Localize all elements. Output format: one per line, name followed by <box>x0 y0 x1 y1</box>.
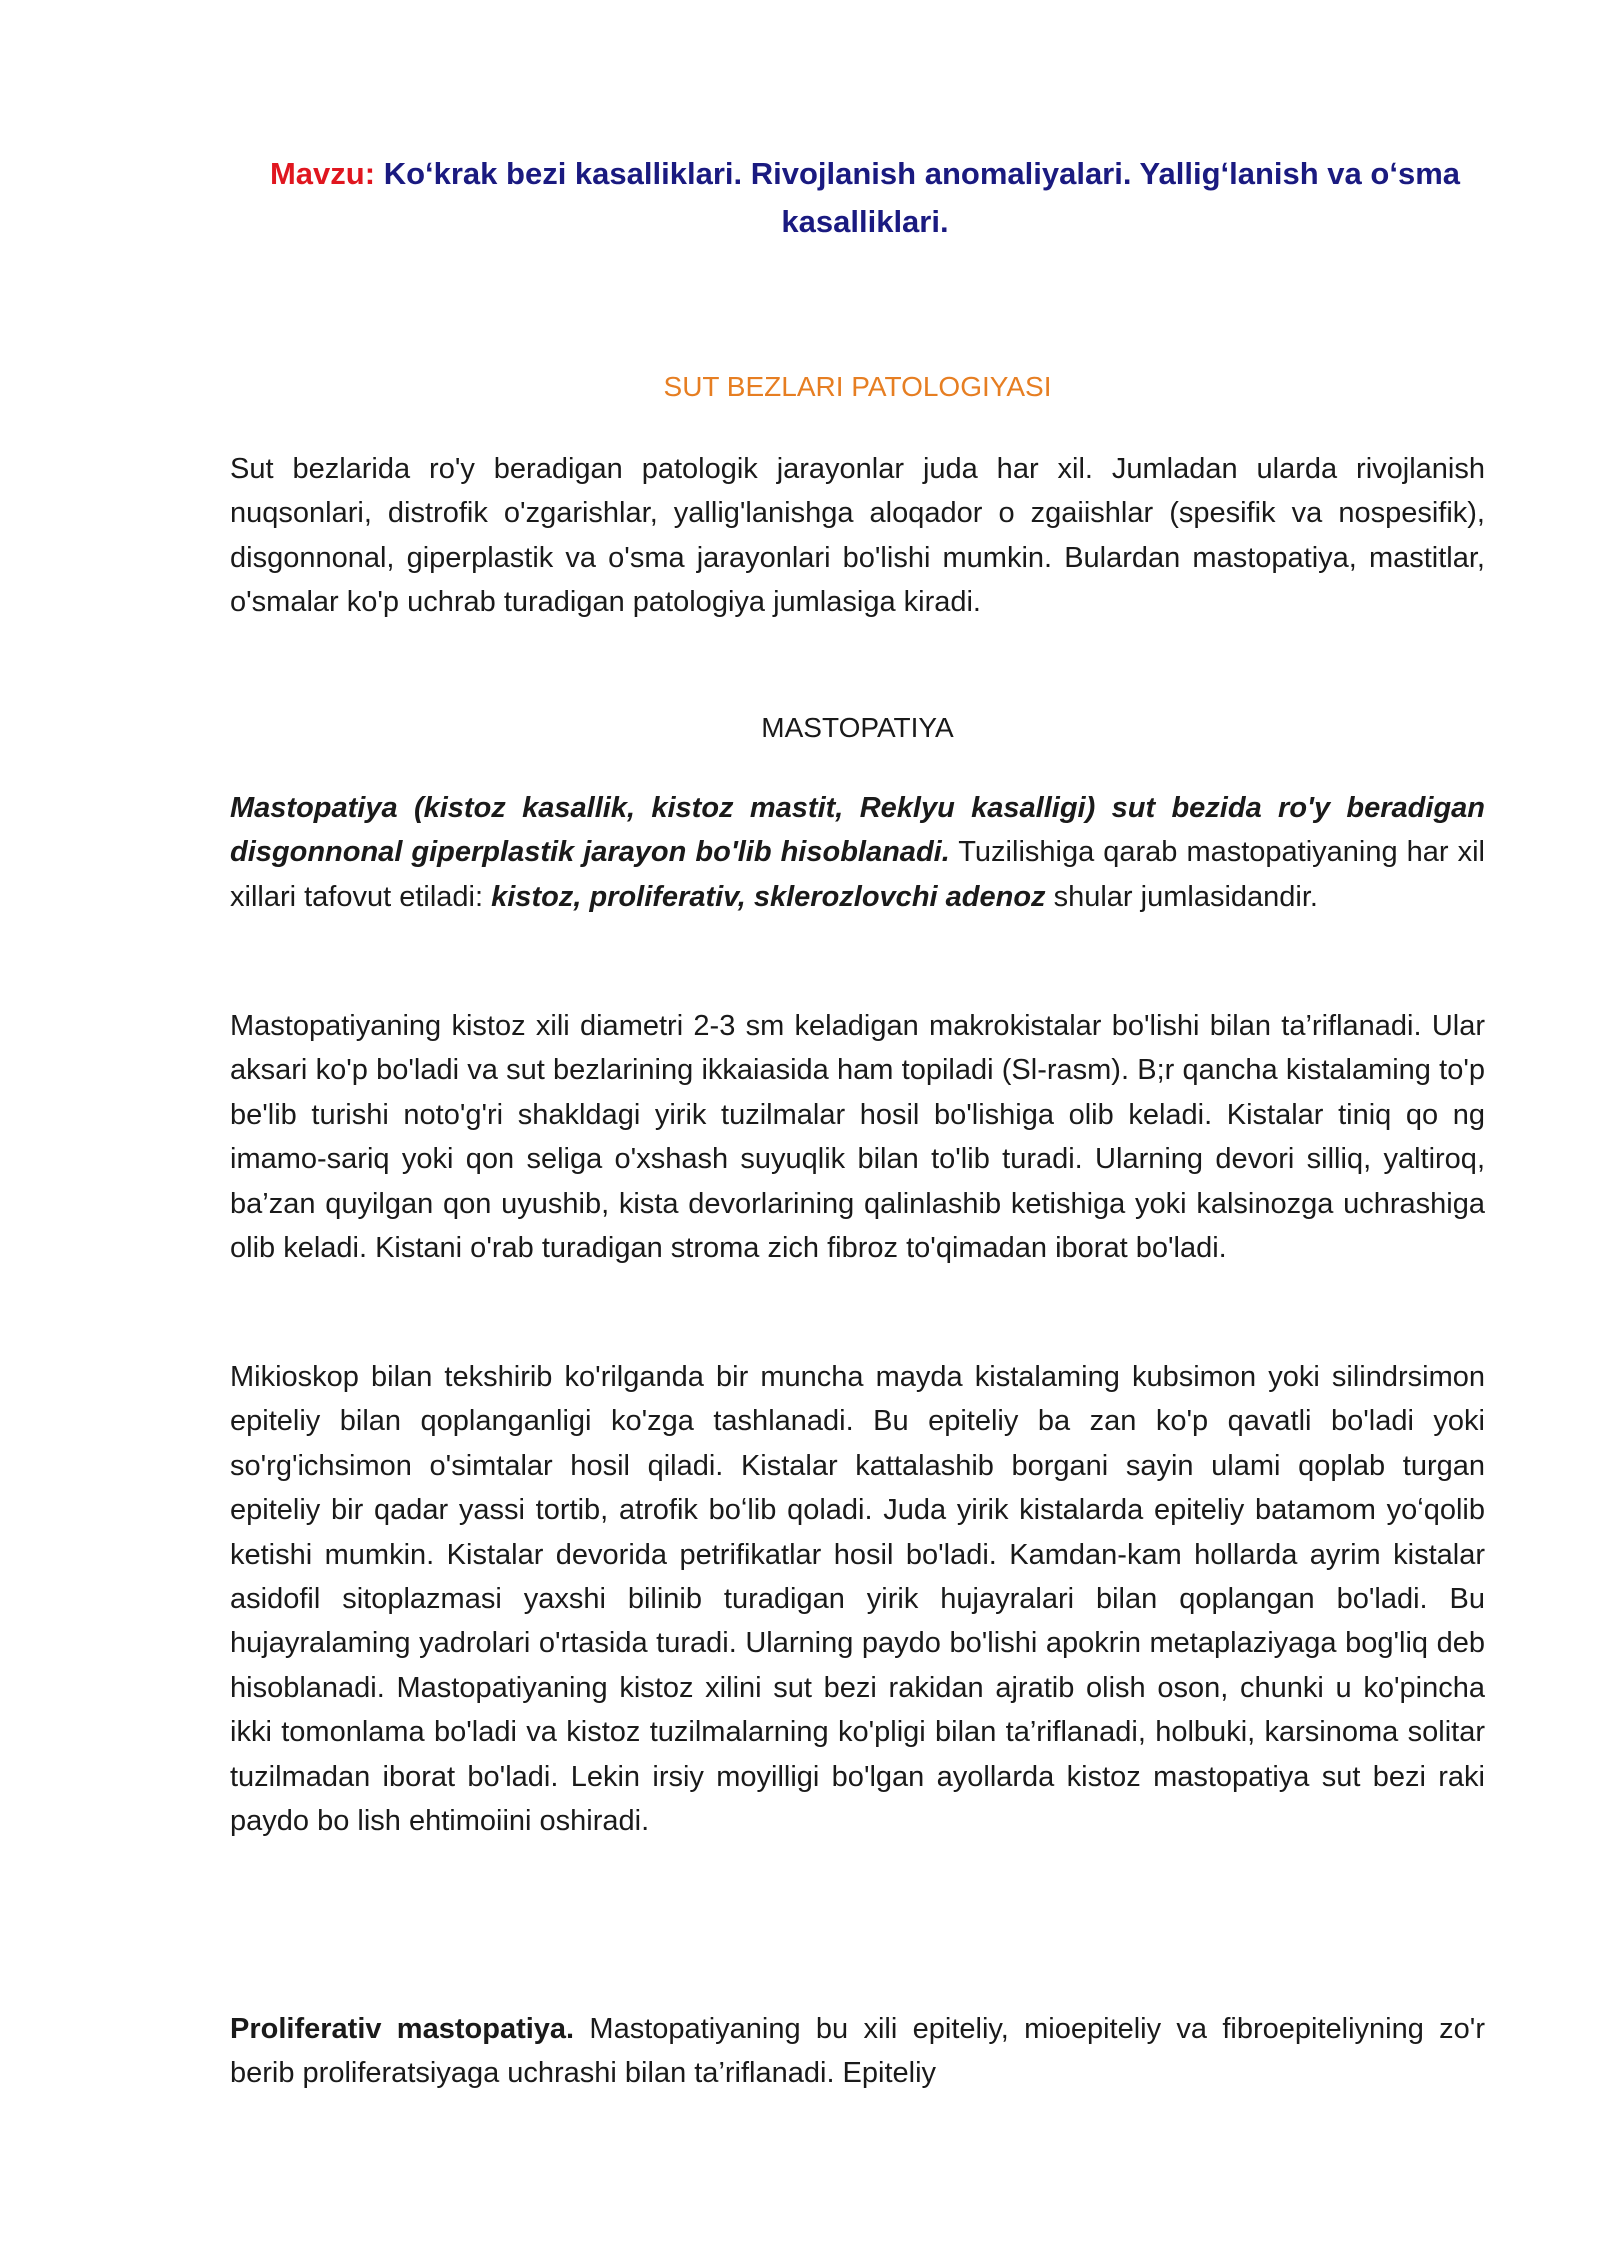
title-label: Mavzu: <box>269 156 376 191</box>
proliferative-lead: Proliferativ mastopatiya. <box>230 2013 575 2045</box>
intro-paragraph: Sut bezlarida ro'y beradigan patologik jarayonlar juda har xil. Jumladan ularda rivojlanish nuqsonlari, distrofik o'zgarishlar, yallig'lanishga aloqador o zgaiishlar (spesifik va nospesifik), disgonnonal, giperplastik va o'sma jarayonlari bo'lishi mumkin. Bulardan mastopatiya, mastitlar, o'smalar ko'p uchrab turadigan patologiya jumlasiga kiradi. <box>230 453 1485 619</box>
term-proliferativ: proliferativ <box>589 880 738 913</box>
section-heading: SUT BEZLARI PATOLOGIYASI <box>663 371 1052 402</box>
proliferative-paragraph <box>230 2007 1485 2096</box>
title-text: Koʻkrak bezi kasalliklari. Rivojlanish anomaliyalari. Yalligʻlanish va oʻsma kasalliklari. <box>383 156 1460 239</box>
term-separator-1: , <box>573 880 590 913</box>
page-title <box>240 150 1490 246</box>
definition-text-1: Tuzilishiga qarab mastopatiyaning har xil xillari tafovut etiladi: <box>230 836 1486 913</box>
microscopy-paragraph: Mikioskop bilan tekshirib ko'rilganda bir muncha mayda kistalaming kubsimon yoki silindrsimon epiteliy bilan qoplanganligi ko'zga tashlanadi. Bu epiteliy ba zan ko'p qavatli bo'ladi yoki so'rg'ichsimon o'simtalar hosil qiladi. Kistalar kattalashib borgani sayin ulami qoplab turgan epiteliy bir qadar yassi tortib, atrofik boʻlib qoladi. Juda yirik kistalarda epiteliy batamom yoʻqolib ketishi mumkin. Kistalar devorida petrifikatlar hosil bo'ladi. Kamdan-kam hollarda ayrim kistalar asidofil sitoplazmasi yaxshi bilinib turadigan yirik hujayralari bilan qoplangan bo'ladi. Bu hujayralaming yadrolari o'rtasida turadi. Ularning paydo bo'lishi apokrin metaplaziyaga bog'liq deb hisoblanadi. Mastopatiyaning kistoz xilini sut bezi rakidan ajratib olish oson, chunki u ko'pincha ikki tomonlama bo'ladi va kistoz tuzilmalarning ko'pligi bilan ta’riflanadi, holbuki, karsinoma solitar tuzilmadan iborat bo'ladi. Lekin irsiy moyilligi bo'lgan ayollarda kistoz mastopatiya sut bezi raki paydo bo lish ehtimoiini oshiradi. <box>230 1361 1485 1838</box>
subheading-mastopatiya: MASTOPATIYA <box>761 712 954 743</box>
term-kistoz: kistoz <box>491 880 574 913</box>
definition-text-2: shular jumlasidandir. <box>1045 880 1318 913</box>
term-separator-2: , <box>737 880 754 913</box>
definition-paragraph <box>230 786 1485 919</box>
proliferative-text: Mastopatiyaning bu xili epiteliy, mioepiteliy va fibroepiteliyning zo'r berib proliferatsiyaga uchrashi bilan ta’riflanadi. Epiteliy <box>230 2013 1486 2090</box>
definition-lead: Mastopatiya (kistoz kasallik, kistoz mastit, Reklyu kasalligi) sut bezida ro'y beradigan disgonnonal giperplastik jarayon bo'lib hisoblanadi. <box>230 792 1485 869</box>
term-sklerozlovchi-adenoz: sklerozlovchi adenoz <box>753 880 1046 913</box>
cystic-paragraph: Mastopatiyaning kistoz xili diametri 2-3 sm keladigan makrokistalar bo'lishi bilan ta’riflanadi. Ular aksari ko'p bo'ladi va sut bezlarining ikkaiasida ham topiladi (Sl-rasm). B;r qancha kistalaming to'p be'lib turishi noto'g'ri shakldagi yirik tuzilmalar hosil bo'lishiga olib keladi. Kistalar tiniq qo ng imamo-sariq yoki qon seliga o'xshash suyuqlik bilan to'lib turadi. Ularning devori silliq, yaltiroq, ba’zan quyilgan qon uyushib, kista devorlarining qalinlashib ketishiga yoki kalsinozga uchrashiga olib keladi. Kistani o'rab turadigan stroma zich fibroz to'qimadan iborat bo'ladi. <box>230 1010 1485 1265</box>
